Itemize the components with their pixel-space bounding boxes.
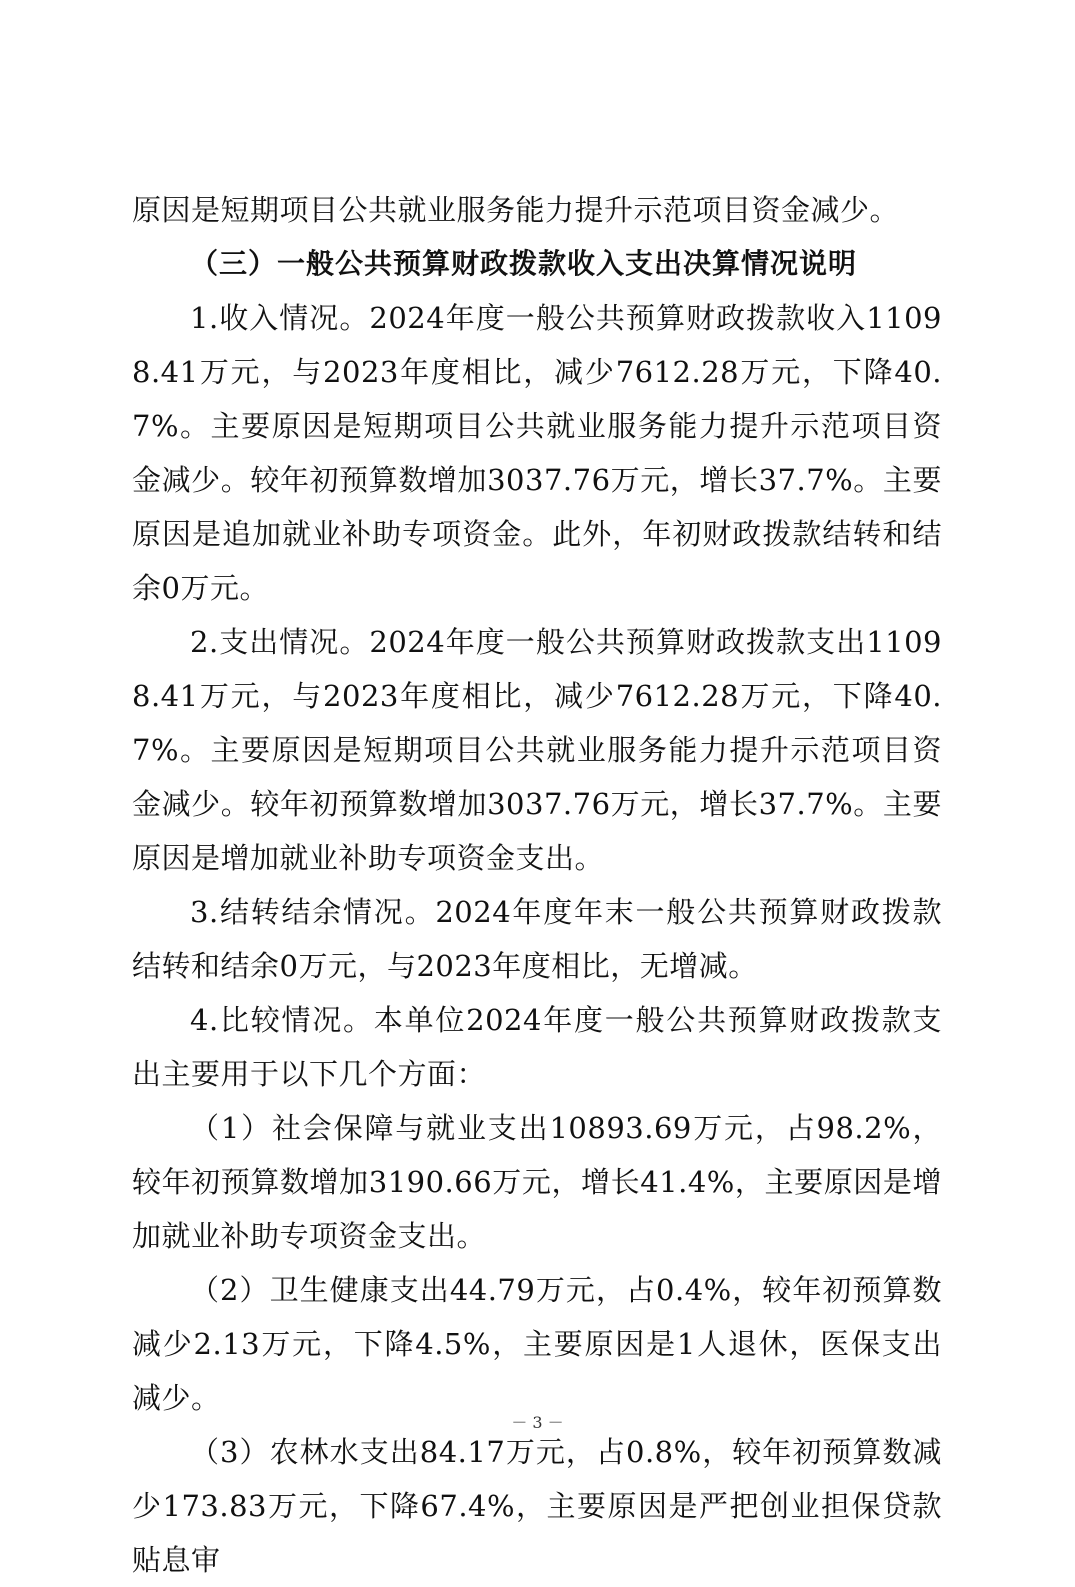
paragraph-continuation: 原因是短期项目公共就业服务能力提升示范项目资金减少。 xyxy=(132,193,900,227)
paragraph-item-social-security: （1）社会保障与就业支出10893.69万元，占98.2%，较年初预算数增加3190.66万元，增长41.4%，主要原因是增加就业补助专项资金支出。 xyxy=(132,1111,942,1253)
paragraph-carryover: 3.结转结余情况。2024年度年末一般公共预算财政拨款结转和结余0万元，与2023年度相比，无增减。 xyxy=(132,895,942,983)
paragraph-item-health: （2）卫生健康支出44.79万元，占0.4%，较年初预算数减少2.13万元，下降4.5%，主要原因是1人退休，医保支出减少。 xyxy=(132,1273,942,1415)
document-body xyxy=(132,183,942,1587)
section-heading: （三）一般公共预算财政拨款收入支出决算情况说明 xyxy=(190,247,858,280)
paragraph-income: 1.收入情况。2024年度一般公共预算财政拨款收入11098.41万元，与2023年度相比，减少7612.28万元，下降40.7%。主要原因是短期项目公共就业服务能力提升示范项目资金减少。较年初预算数增加3037.76万元，增长37.7%。主要原因是追加就业补助专项资金。此外，年初财政拨款结转和结余0万元。 xyxy=(132,301,942,605)
paragraph-comparison: 4.比较情况。本单位2024年度一般公共预算财政拨款支出主要用于以下几个方面： xyxy=(132,1003,942,1091)
paragraph-expenditure: 2.支出情况。2024年度一般公共预算财政拨款支出11098.41万元，与2023年度相比，减少7612.28万元，下降40.7%。主要原因是短期项目公共就业服务能力提升示范项目资金减少。较年初预算数增加3037.76万元，增长37.7%。主要原因是增加就业补助专项资金支出。 xyxy=(132,625,942,875)
paragraph-item-agriculture: （3）农林水支出84.17万元，占0.8%，较年初预算数减少173.83万元，下降67.4%，主要原因是严把创业担保贷款贴息审 xyxy=(132,1435,942,1577)
page-number: － 3 － xyxy=(511,1413,564,1432)
